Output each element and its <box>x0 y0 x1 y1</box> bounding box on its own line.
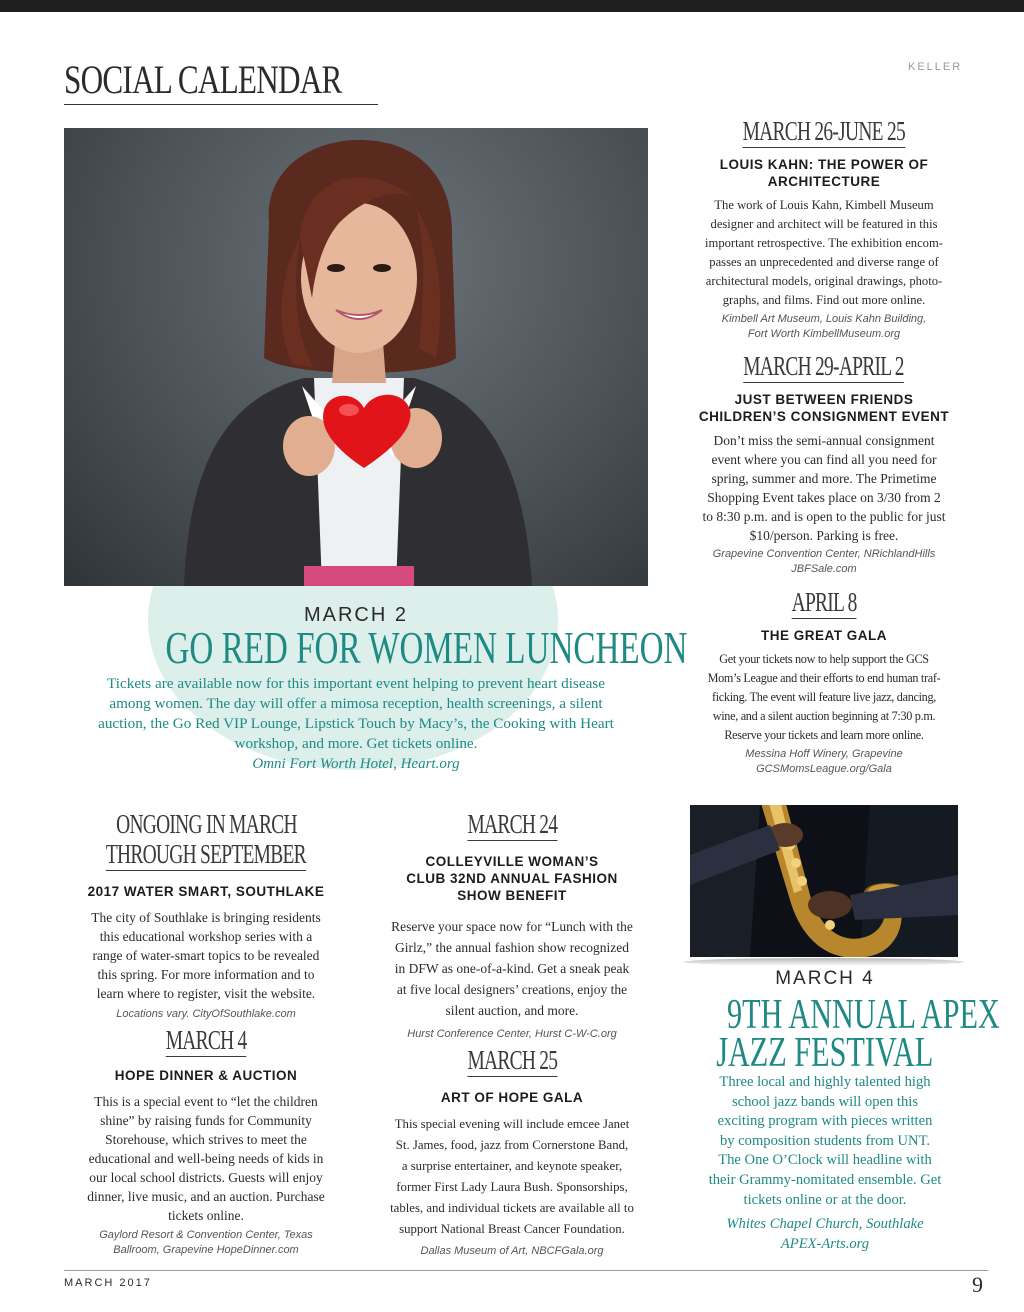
event-date <box>680 117 968 148</box>
event-line: ficking. The event will feature live jazz, dancing, <box>711 690 937 704</box>
event-title-line: 2017 WATER SMART, SOUTHLAKE <box>87 884 325 899</box>
event-venue <box>372 1244 652 1259</box>
event-date <box>64 810 348 871</box>
event-date-text: ONGOING IN MARCH <box>115 809 297 839</box>
event-line: in DFW as one-of-a-kind. Get a sneak peak <box>394 961 630 976</box>
jazz-description <box>680 1073 970 1210</box>
event-line: learn where to register, visit the website. <box>96 986 316 1001</box>
event-venue-line: Kimbell Art Museum, Louis Kahn Building, <box>721 313 927 325</box>
featured-description <box>64 674 648 754</box>
event-line: architectural models, original drawings, photo- <box>705 274 943 288</box>
jazz-line: The One O’Clock will headline with <box>718 1152 932 1169</box>
event-line: tickets online. <box>168 1208 244 1223</box>
event-line: this educational workshop series with a <box>99 929 313 944</box>
event-title <box>680 156 968 190</box>
event-venue-line: Dallas Museum of Art, NBCFGala.org <box>420 1245 604 1257</box>
event-line: shine” by raising funds for Community <box>100 1113 312 1128</box>
event-line: This is a special event to “let the children <box>94 1094 318 1109</box>
jazz-title <box>674 992 1000 1076</box>
event-venue-line: Gaylord Resort & Convention Center, Texas <box>99 1229 313 1241</box>
event-title-line: THE GREAT GALA <box>761 628 887 643</box>
event-line: tables, and individual tickets are available all to <box>390 1201 634 1215</box>
event-description <box>680 650 968 745</box>
event-title <box>64 883 348 900</box>
event-venue-line: Fort Worth KimbellMuseum.org <box>747 328 901 340</box>
jazz-venue <box>680 1214 970 1254</box>
event-description <box>64 1092 348 1225</box>
event-venue <box>680 747 968 777</box>
event-line: former First Lady Laura Bush. Sponsorships, <box>396 1180 628 1194</box>
event-line: spring, summer and more. The Primetime <box>711 471 937 486</box>
event-line: Storehouse, which strives to meet the <box>105 1132 307 1147</box>
woman-holding-heart-photo <box>64 128 648 586</box>
event-great-gala <box>680 588 968 777</box>
top-bar <box>0 0 1024 12</box>
event-line: Don’t miss the semi-annual consignment <box>713 433 935 448</box>
event-just-between-friends <box>680 352 968 577</box>
event-colleyville-fashion-show <box>372 810 652 1042</box>
event-line: The city of Southlake is bringing residents <box>91 910 321 925</box>
jazz-venue-line: APEX-Arts.org <box>780 1236 870 1252</box>
event-line: Mom’s League and their efforts to end human traf- <box>707 671 941 685</box>
jazz-title-line: JAZZ FESTIVAL <box>716 1030 934 1076</box>
event-line: our local school districts. Guests will enjoy <box>89 1170 323 1185</box>
event-title-line: ARCHITECTURE <box>767 174 881 189</box>
event-line: educational and well-being needs of kids in <box>88 1151 324 1166</box>
event-title <box>372 853 652 904</box>
event-date-text: MARCH 24 <box>467 809 557 839</box>
featured-title <box>64 622 688 674</box>
event-line: Reserve your tickets and learn more online. <box>724 728 924 742</box>
event-venue-line: JBFSale.com <box>791 563 857 575</box>
event-line: a surprise entertainer, and keynote speaker, <box>401 1159 623 1173</box>
event-line: this spring. For more information and to <box>97 967 315 982</box>
event-date <box>64 1026 348 1057</box>
event-line: Reserve your space now for “Lunch with the <box>391 919 633 934</box>
event-title-line: COLLEYVILLE WOMAN’S <box>425 854 599 869</box>
jazz-title-line: 9TH ANNUAL APEX <box>727 992 1000 1038</box>
jazz-line: Three local and highly talented high <box>719 1074 931 1090</box>
event-line: support National Breast Cancer Foundation. <box>399 1222 625 1236</box>
featured-line: auction, the Go Red VIP Lounge, Lipstick Touch by Macy’s, the Cooking with Heart <box>98 715 614 732</box>
event-line: designer and architect will be featured in this <box>710 217 938 231</box>
event-water-smart <box>64 810 348 1022</box>
event-date-text: THROUGH SEPTEMBER <box>105 839 307 869</box>
jazz-venue-line: Whites Chapel Church, Southlake <box>726 1216 924 1232</box>
event-title-line: ART OF HOPE GALA <box>440 1090 584 1105</box>
event-venue-line: Hurst Conference Center, Hurst C-W-C.org <box>407 1028 617 1040</box>
jazz-line: tickets online or at the door. <box>743 1191 907 1208</box>
featured-line: workshop, and more. Get tickets online. <box>234 735 478 752</box>
event-date-text: MARCH 4 <box>165 1025 247 1055</box>
event-line: passes an unprecedented and diverse range of <box>709 255 939 269</box>
jazz-date: MARCH 4 <box>775 968 875 989</box>
event-title <box>372 1089 652 1106</box>
jazz-line: exciting program with pieces written <box>717 1113 933 1130</box>
title-underline <box>64 104 378 105</box>
event-venue <box>680 312 968 342</box>
event-date <box>680 588 968 619</box>
footer-issue: MARCH 2017 <box>64 1277 152 1289</box>
section-title: SOCIAL CALENDAR <box>64 57 342 102</box>
jazz-line: school jazz bands will open this <box>731 1093 919 1110</box>
event-line: dinner, live music, and an auction. Purchase <box>87 1189 325 1204</box>
event-title <box>64 1067 348 1084</box>
event-line: silent auction, and more. <box>445 1003 579 1018</box>
event-date-text: MARCH 26-JUNE 25 <box>742 116 906 146</box>
event-line: range of water-smart topics to be revealed <box>92 948 320 963</box>
featured-title-text: GO RED FOR WOMEN LUNCHEON <box>165 622 688 673</box>
event-line: at five local designers’ creations, enjoy the <box>396 982 628 997</box>
city-tag: KELLER <box>908 61 963 73</box>
event-title-line: CHILDREN’S CONSIGNMENT EVENT <box>698 409 950 424</box>
event-title-line: LOUIS KAHN: THE POWER OF <box>719 157 929 172</box>
event-date <box>372 1046 652 1077</box>
event-art-of-hope <box>372 1046 652 1259</box>
event-line: wine, and a silent auction beginning at 7:30 p.m. <box>712 709 936 723</box>
event-description <box>64 908 348 1003</box>
featured-venue: Omni Fort Worth Hotel, Heart.org <box>252 756 460 772</box>
event-venue-line: Grapevine Convention Center, NRichlandHills <box>712 548 936 560</box>
featured-line: Tickets are available now for this important event helping to prevent heart disease <box>107 675 605 692</box>
event-title-line: JUST BETWEEN FRIENDS <box>734 392 914 407</box>
event-title-line: SHOW BENEFIT <box>457 888 567 903</box>
event-line: The work of Louis Kahn, Kimbell Museum <box>714 198 934 212</box>
event-line: This special evening will include emcee Janet <box>394 1117 630 1131</box>
featured-date: MARCH 2 <box>303 604 408 626</box>
event-venue-line: Ballroom, Grapevine HopeDinner.com <box>113 1244 299 1256</box>
event-venue <box>372 1027 652 1042</box>
event-title-line: HOPE DINNER & AUCTION <box>114 1068 298 1083</box>
event-venue-line: GCSMomsLeague.org/Gala <box>756 763 892 775</box>
event-title <box>680 391 968 425</box>
event-venue <box>64 1228 348 1258</box>
event-description <box>372 1114 652 1240</box>
event-line: Shopping Event takes place on 3/30 from 2 <box>707 490 941 505</box>
event-line: St. James, food, jazz from Cornerstone Band, <box>395 1138 629 1152</box>
photo-shadow <box>684 958 964 966</box>
event-line: to 8:30 p.m. and is open to the public for just <box>702 509 946 524</box>
event-louis-kahn <box>680 117 968 342</box>
event-description <box>372 916 652 1021</box>
event-line: Girlz,” the annual fashion show recognized <box>395 940 629 955</box>
event-title <box>680 627 968 644</box>
event-line: event where you can find all you need for <box>711 452 937 467</box>
footer-rule <box>64 1270 988 1271</box>
event-description <box>680 196 968 310</box>
event-date-text: MARCH 25 <box>467 1045 557 1075</box>
jazz-line: by composition students from UNT. <box>719 1132 931 1149</box>
event-line: Get your tickets now to help support the GCS <box>719 652 929 666</box>
event-date-text: MARCH 29-APRIL 2 <box>743 351 905 381</box>
event-date-text: APRIL 8 <box>791 587 857 617</box>
event-venue <box>680 547 968 577</box>
event-date <box>680 352 968 383</box>
event-line: $10/person. Parking is free. <box>749 528 899 543</box>
event-venue <box>64 1007 348 1022</box>
event-line: graphs, and films. Find out more online. <box>722 293 926 307</box>
page-number: 9 <box>972 1272 983 1297</box>
event-hope-dinner <box>64 1026 348 1258</box>
jazz-line: their Grammy-nomitated ensemble. Get <box>708 1171 942 1188</box>
featured-line: among women. The day will offer a mimosa reception, health screenings, a silent <box>109 695 603 712</box>
event-venue-line: Locations vary. CityOfSouthlake.com <box>116 1008 296 1020</box>
saxophone-player-photo <box>690 805 958 957</box>
event-description <box>680 431 968 545</box>
event-venue-line: Messina Hoff Winery, Grapevine <box>745 748 903 760</box>
event-date <box>372 810 652 841</box>
event-title-line: CLUB 32ND ANNUAL FASHION <box>406 871 618 886</box>
event-line: important retrospective. The exhibition encom- <box>705 236 943 250</box>
